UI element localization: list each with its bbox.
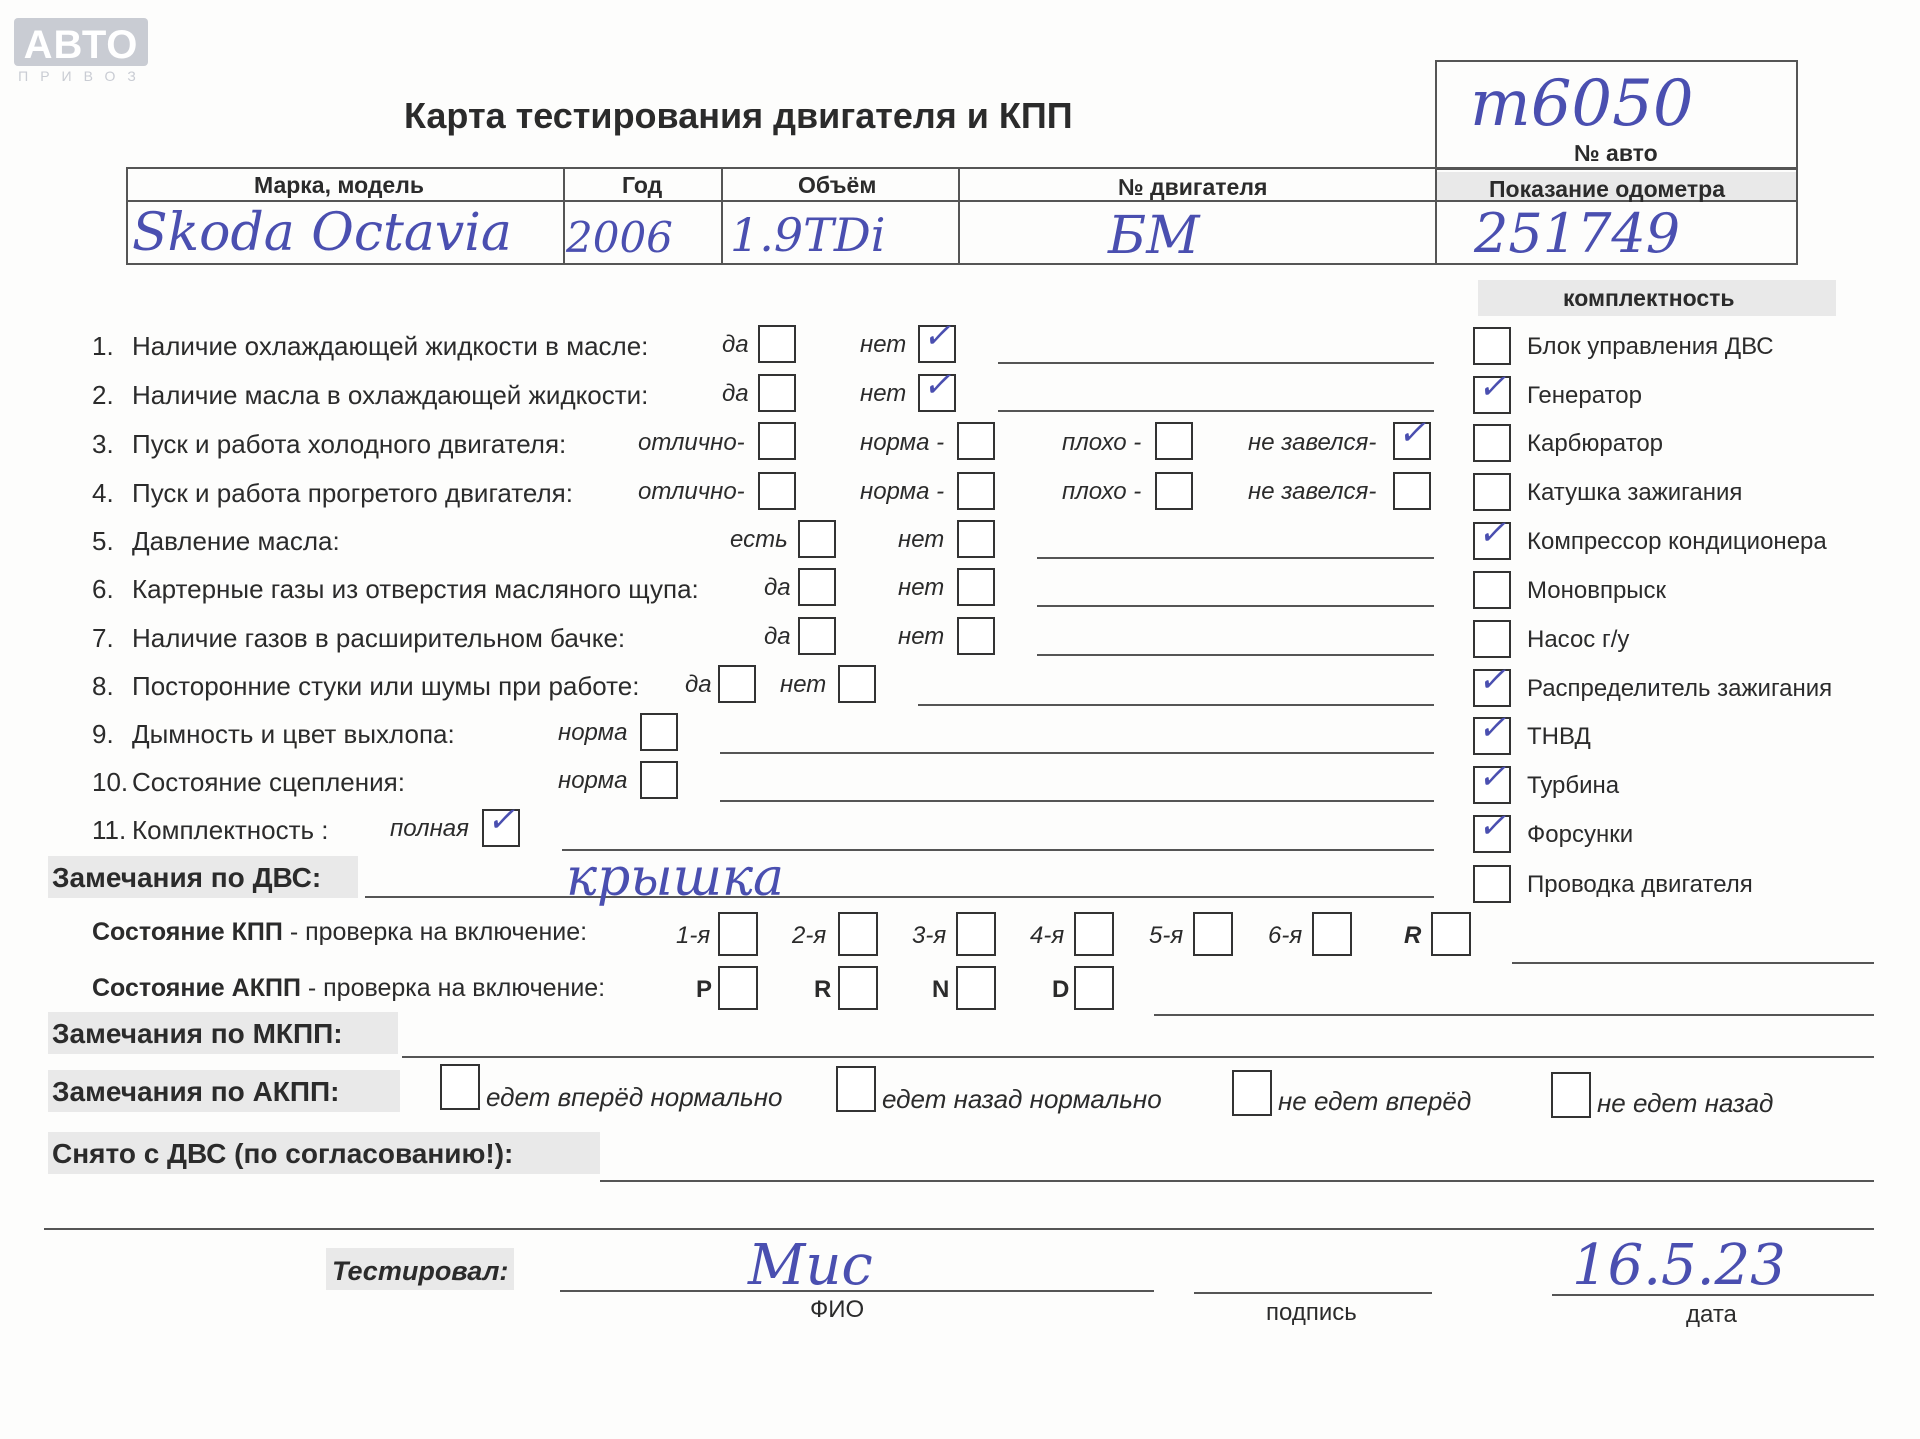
kit-checkbox[interactable] [1473,708,1511,755]
remarks-engine-label: Замечания по ДВС: [52,862,322,893]
engine-label: № двигателя [1118,174,1268,200]
check-text: Пуск и работа холодного двигателя: [132,429,567,459]
akpp-label-bold: Состояние АКПП [92,974,301,1002]
check-num: 7. [92,623,114,653]
check-mark: ✓ [1477,513,1507,553]
check-num: 5. [92,526,114,556]
note-line [1037,557,1434,559]
checkbox-norm[interactable] [640,713,678,751]
gear-checkbox[interactable] [1074,912,1114,956]
kit-item-label: Насос г/у [1527,626,1630,653]
check-text: Дымность и цвет выхлопа: [132,719,455,749]
gear-label: 2-я [792,922,827,949]
gear-label: 6-я [1268,922,1303,949]
option-yes: да [764,623,791,650]
logo-text: АВТО [23,23,139,67]
odometer-label: Показание одометра [1489,176,1725,202]
note-line [998,410,1434,412]
gear-label: R [1404,922,1422,949]
option-no: нет [898,526,945,553]
note-line [720,752,1434,754]
akpp-option-checkbox[interactable] [440,1064,480,1110]
check-mark: ✓ [1477,806,1507,846]
note-line [998,362,1434,364]
option-no: нет [860,331,907,358]
option-no: нет [898,574,945,601]
col-divider-3 [958,167,960,265]
check-text: Пуск и работа прогретого двигателя: [132,478,573,508]
removed-line [600,1180,1874,1182]
kit-checkbox[interactable] [1473,327,1511,365]
mode-label: P [696,976,713,1003]
engine-value: БМ [1108,206,1200,266]
option-excellent: отлично- [638,478,745,505]
checkbox-excellent[interactable] [758,472,796,510]
mode-label: D [1052,976,1070,1003]
remarks-engine-line [365,896,1434,898]
option-norm: норма [558,767,628,794]
checkbox-normal[interactable] [957,422,995,460]
akpp-option-label: едет назад нормально [882,1084,1162,1114]
kit-checkbox[interactable] [1473,367,1511,414]
kit-item-label: Катушка зажигания [1527,479,1743,506]
col-divider-1 [563,167,565,265]
kpp-label-bold: Состояние КПП [92,918,283,946]
brand-label: Марка, модель [254,172,424,198]
option-yes: да [722,331,749,358]
kit-item-label: Генератор [1527,382,1642,409]
sign-label: подпись [1266,1299,1357,1326]
check-num: 9. [92,719,114,749]
sign-line [1194,1292,1432,1294]
note-line [918,704,1434,706]
fio-value: Мис [748,1233,873,1298]
kit-checkbox[interactable] [1473,806,1511,853]
kit-item-label: Форсунки [1527,821,1634,848]
kit-checkbox[interactable] [1473,660,1511,707]
check-text: Наличие охлаждающей жидкости в масле: [132,331,649,361]
option-excellent: отлично- [638,429,745,456]
check-num: 11. [92,815,127,845]
mode-checkbox[interactable] [718,966,758,1010]
kit-item-label: Проводка двигателя [1527,871,1753,898]
remarks-mkpp-label: Замечания по МКПП: [52,1018,343,1049]
kit-item-label: Компрессор кондиционера [1527,528,1827,555]
kpp-label [92,920,587,945]
logo [14,18,148,66]
checkbox-bad[interactable] [1155,422,1193,460]
check-text: Комплектность : [132,815,329,845]
option-norm: норма [558,719,628,746]
kit-checkbox[interactable] [1473,620,1511,658]
checkbox-no[interactable] [957,520,995,558]
check-num: 8. [92,671,114,701]
kit-item-label: Блок управления ДВС [1527,333,1774,360]
mode-checkbox[interactable] [1074,966,1114,1010]
check-mark: ✓ [922,316,952,356]
kit-item-label: Карбюратор [1527,430,1664,457]
option-normal: норма - [860,478,945,505]
kit-checkbox[interactable] [1473,513,1511,560]
checkbox-excellent[interactable] [758,422,796,460]
option-yes: да [685,671,712,698]
checkbox-present[interactable] [798,520,836,558]
checkbox-not-started[interactable] [1393,413,1431,460]
check-num: 6. [92,574,114,604]
mode-checkbox[interactable] [956,966,996,1010]
option-no: нет [898,623,945,650]
check-num: 3. [92,429,114,459]
kit-checkbox[interactable] [1473,424,1511,462]
gear-checkbox[interactable] [1193,912,1233,956]
kit-checkbox[interactable] [1473,473,1511,511]
option-yes: да [722,380,749,407]
option-no: нет [860,380,907,407]
mode-label: N [932,976,950,1003]
checkbox-full[interactable] [482,800,520,847]
checkbox-no[interactable] [957,568,995,606]
check-num: 4. [92,478,114,508]
check-text: Посторонние стуки или шумы при работе: [132,671,640,701]
kit-checkbox[interactable] [1473,757,1511,804]
gear-checkbox[interactable] [838,912,878,956]
note-line [1037,605,1434,607]
checkbox-yes[interactable] [718,665,756,703]
removed-label: Снято с ДВС (по согласованию!): [52,1138,514,1169]
check-mark: ✓ [486,800,516,840]
option-full: полная [390,815,469,842]
kpp-note-line [1512,962,1874,964]
kit-checkbox[interactable] [1473,865,1511,903]
checkbox-no[interactable] [918,316,956,363]
check-text: Наличие масла в охлаждающей жидкости: [132,380,649,410]
kit-item-label: Распределитель зажигания [1527,675,1833,702]
note-line [1037,654,1434,656]
check-text: Картерные газы из отверстия масляного щупа: [132,574,699,604]
option-bad: плохо - [1062,478,1142,505]
akpp-option-label: не едет назад [1597,1088,1774,1118]
akpp-option-label: не едет вперёд [1278,1086,1472,1116]
option-bad: плохо - [1062,429,1142,456]
tested-label: Тестировал: [332,1256,509,1286]
auto-number-label: № авто [1574,140,1658,166]
checkbox-yes[interactable] [798,568,836,606]
check-text: Состояние сцепления: [132,767,405,797]
kit-checkbox[interactable] [1473,571,1511,609]
auto-number-value: т6050 [1470,67,1694,141]
akpp-option-checkbox[interactable] [836,1066,876,1112]
col-divider-2 [721,167,723,265]
kit-item-label: Турбина [1527,772,1620,799]
remarks-engine-value: крышка [566,848,785,908]
gear-checkbox[interactable] [718,912,758,956]
check-mark: ✓ [1477,660,1507,700]
note-line [720,800,1434,802]
date-value: 16.5.23 [1572,1233,1786,1298]
check-mark: ✓ [1397,413,1427,453]
option-not-started: не завелся- [1248,478,1377,505]
removed-line-2 [44,1228,1874,1230]
checkbox-yes[interactable] [798,617,836,655]
checkbox-yes[interactable] [758,374,796,412]
check-mark: ✓ [1477,757,1507,797]
mode-label: R [814,976,832,1003]
check-text: Наличие газов в расширительном бачке: [132,623,626,653]
checkbox-no[interactable] [957,617,995,655]
check-mark: ✓ [922,365,952,405]
option-normal: норма - [860,429,945,456]
gear-checkbox[interactable] [1312,912,1352,956]
checkbox-not-started[interactable] [1393,472,1431,510]
option-not-started: не завелся- [1248,429,1377,456]
akpp-label [92,976,605,1001]
option-yes: да [764,574,791,601]
akpp-option-checkbox[interactable] [1551,1072,1591,1118]
checkbox-yes[interactable] [758,325,796,363]
checkbox-no[interactable] [918,365,956,412]
logo-subtext: ПРИВОЗ [18,68,148,84]
volume-value: 1.9TDi [730,208,886,262]
checkbox-normal[interactable] [957,472,995,510]
check-text: Давление масла: [132,526,340,556]
check-num: 2. [92,380,114,410]
kit-title: комплектность [1563,285,1735,311]
odometer-value: 251749 [1474,202,1681,265]
akpp-option-checkbox[interactable] [1232,1070,1272,1116]
remarks-mkpp-line [402,1056,1874,1058]
option-present: есть [730,526,788,553]
gear-checkbox[interactable] [956,912,996,956]
mode-checkbox[interactable] [838,966,878,1010]
option-no: нет [780,671,827,698]
check-num: 1. [92,331,114,361]
col-divider-4 [1435,167,1437,265]
akpp-label-rest: - проверка на включение: [307,974,606,1002]
check-num: 10. [92,767,129,797]
gear-label: 5-я [1149,922,1184,949]
remarks-akpp-label: Замечания по АКПП: [52,1076,340,1107]
volume-label: Объём [798,172,877,198]
kpp-label-rest: - проверка на включение: [289,918,588,946]
akpp-option-label: едет вперёд нормально [486,1082,783,1112]
check-mark: ✓ [1477,367,1507,407]
check-mark: ✓ [1477,708,1507,748]
checkbox-norm[interactable] [640,761,678,799]
checkbox-bad[interactable] [1155,472,1193,510]
gear-checkbox[interactable] [1431,912,1471,956]
brand-value: Skoda Octavia [132,203,512,263]
gear-label: 3-я [912,922,947,949]
kit-item-label: ТНВД [1527,723,1591,750]
fio-label: ФИО [810,1296,865,1323]
year-label: Год [622,172,663,198]
gear-label: 4-я [1030,922,1065,949]
year-value: 2006 [566,213,673,262]
gear-label: 1-я [676,922,711,949]
date-label: дата [1686,1301,1737,1328]
kit-item-label: Моновпрыск [1527,577,1667,604]
checkbox-no[interactable] [838,665,876,703]
page-title: Карта тестирования двигателя и КПП [404,95,1073,136]
akpp-note-line [1154,1014,1874,1016]
